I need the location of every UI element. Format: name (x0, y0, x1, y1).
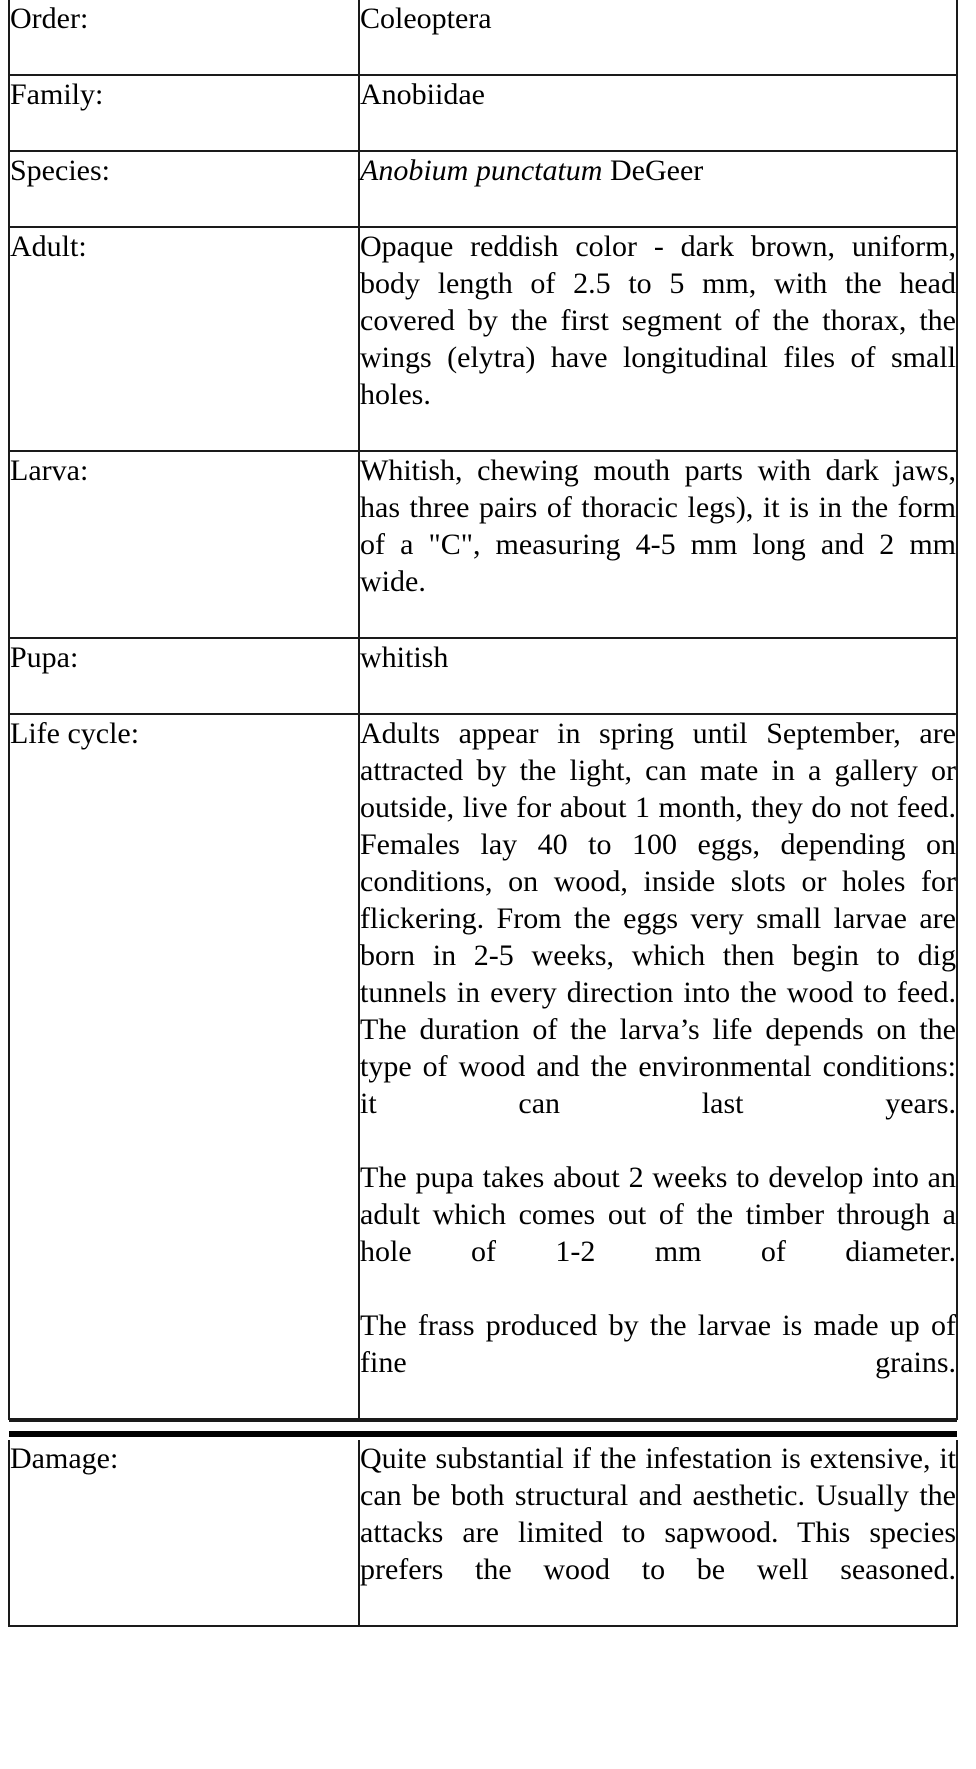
life-cycle-paragraph-3: The frass produced by the larvae is made up of fine grains. (360, 1309, 956, 1379)
row-value-species (359, 151, 957, 227)
life-cycle-paragraph-2: The pupa takes about 2 weeks to develop into an adult which comes out of the timber through a hole of 1-2 mm of diameter. (360, 1161, 956, 1268)
table-row (9, 1440, 957, 1626)
table-row (9, 451, 957, 638)
row-value-family (359, 75, 957, 151)
row-value-life-cycle (359, 714, 957, 1419)
section-divider-row (9, 1419, 957, 1440)
row-value-damage (359, 1440, 957, 1626)
row-label-pupa: Pupa: (9, 638, 359, 714)
row-label-larva: Larva: (9, 451, 359, 638)
row-label-damage: Damage: (9, 1440, 359, 1626)
larva-description: Whitish, chewing mouth parts with dark jaws, has three pairs of thoracic legs), it is in the form of a "C", measuring 4-5 mm long and 2 mm wide. (360, 454, 956, 598)
species-authority: DeGeer (602, 154, 704, 187)
row-label-species: Species: (9, 151, 359, 227)
species-binomial: Anobium punctatum (360, 154, 603, 187)
adult-description: Opaque reddish color - dark brown, uniform, body length of 2.5 to 5 mm, with the head covered by the first segment of the thorax, the wings (elytra) have longitudinal files of small holes. (360, 230, 956, 411)
order-text: Coleoptera (360, 2, 492, 35)
species-spec-table (8, 0, 958, 1627)
row-value-larva (359, 451, 957, 638)
species-text (360, 152, 956, 226)
life-cycle-paragraph-1: Adults appear in spring until September, are attracted by the light, can mate in a gallery or outside, live for about 1 month, they do not feed. Females lay 40 to 100 eggs, depending on conditions, on wood, inside slots or holes for flickering. From the eggs very small larvae are born in 2-5 weeks, which then begin to dig tunnels in every direction into the wood to feed. The duration of the larva’s life depends on the type of wood and the environmental conditions: it can last years. (360, 717, 956, 1120)
heavy-double-rule (9, 1420, 957, 1440)
row-label-life-cycle: Life cycle: (9, 714, 359, 1419)
section-divider-cell (9, 1419, 957, 1440)
row-label-adult: Adult: (9, 227, 359, 451)
table-row (9, 0, 957, 75)
table-row (9, 75, 957, 151)
divider-thin-rule (9, 1420, 957, 1422)
row-value-adult (359, 227, 957, 451)
family-text: Anobiidae (360, 78, 485, 111)
table-row (9, 227, 957, 451)
table-body (9, 0, 957, 1626)
row-value-order (359, 0, 957, 75)
table-row (9, 714, 957, 1419)
row-value-pupa (359, 638, 957, 714)
divider-thick-rule (9, 1431, 957, 1437)
damage-description: Quite substantial if the infestation is extensive, it can be both structural and aesthetic. Usually the attacks are limited to sapwood. This species prefers the wood to be well seasoned. (360, 1442, 956, 1586)
row-label-family: Family: (9, 75, 359, 151)
table-row (9, 638, 957, 714)
row-label-order: Order: (9, 0, 359, 75)
table-row (9, 151, 957, 227)
pupa-description: whitish (360, 641, 449, 674)
